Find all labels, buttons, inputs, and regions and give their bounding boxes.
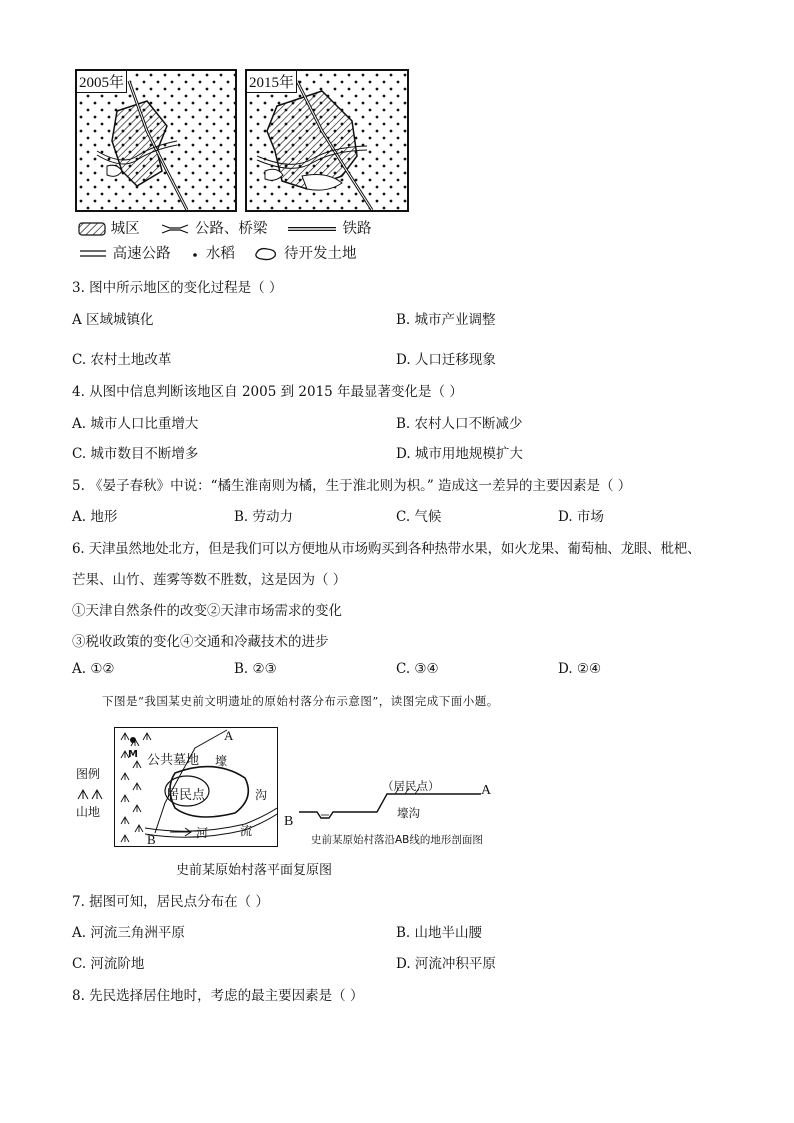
question-7-option-c[interactable]: C. 河流阶地: [72, 956, 145, 972]
undeveloped-land-icon: [253, 246, 279, 262]
question-6-option-a[interactable]: A. ①②: [72, 661, 115, 677]
question-3-option-b[interactable]: B. 城市产业调整: [396, 312, 496, 328]
railway-icon: [286, 221, 338, 237]
profile-label-residence: （居民点）: [382, 779, 440, 793]
rice-dot-icon: [189, 246, 201, 262]
legend-rice-label: 水稻: [205, 246, 235, 262]
profile-label-b: B: [284, 814, 294, 829]
question-5-option-a[interactable]: A. 地形: [72, 509, 118, 525]
village-label-trench-2: 沟: [255, 788, 268, 802]
map-2005: [75, 69, 237, 212]
question-6-statement-1: ①天津自然条件的改变②天津市场需求的变化: [72, 603, 342, 619]
map-2015: [245, 69, 409, 212]
legend-railway-label: 铁路: [342, 221, 372, 237]
question-7-option-a[interactable]: A. 河流三角洲平原: [72, 925, 185, 941]
legend-row-1: [78, 217, 372, 238]
figure-2-legend-mountain: 山地: [76, 805, 101, 819]
question-5-stem: 5. 《晏子春秋》中说：“橘生淮南则为橘，生于淮北则为枳。” 造成这一差异的主要因素是（ ）: [72, 478, 632, 494]
question-6-stem: 6. 天津虽然地处北方，但是我们可以方便地从市场购买到各种热带水果，如火龙果、葡萄柚、龙眼、枇杷、: [72, 541, 701, 557]
figure-2-intro: 下图是“我国某史前文明遗址的原始村落分布示意图”，读图完成下面小题。: [102, 694, 499, 708]
village-label-residence: 居民点: [166, 788, 206, 803]
legend-row-2: [78, 242, 357, 263]
village-label-b: B: [147, 832, 156, 847]
question-7-option-d[interactable]: D. 河流冲积平原: [396, 956, 496, 972]
village-map-caption: 史前某原始村落平面复原图: [176, 863, 333, 878]
question-5-option-c[interactable]: C. 气候: [396, 509, 442, 525]
question-4-option-b[interactable]: B. 农村人口不断减少: [396, 416, 523, 432]
expressway-icon: [78, 246, 108, 262]
map-2005-label: 2005年: [77, 71, 127, 93]
question-3-option-c[interactable]: C. 农村土地改革: [72, 352, 172, 368]
profile-label-a: A: [481, 783, 492, 798]
legend-urban-label: 城区: [110, 221, 140, 237]
legend-road-label: 公路、桥梁: [194, 221, 268, 237]
question-5-option-b[interactable]: B. 劳动力: [234, 509, 294, 525]
question-3-option-a[interactable]: A 区域城镇化: [72, 312, 154, 328]
figure-2-legend-title: 图例: [76, 767, 101, 781]
legend-undeveloped-label: 待开发土地: [284, 246, 357, 262]
mountain-legend-icon: [76, 787, 106, 801]
question-3-option-d[interactable]: D. 人口迁移现象: [396, 352, 496, 368]
village-label-a: A: [224, 728, 234, 743]
question-6-stem-line2: 芒果、山竹、莲雾等数不胜数，这是因为（ ）: [72, 572, 347, 588]
question-3-stem: 3. 图中所示地区的变化过程是（ ）: [72, 280, 283, 296]
question-4-option-d[interactable]: D. 城市用地规模扩大: [396, 446, 523, 462]
question-7-option-b[interactable]: B. 山地半山腰: [396, 925, 483, 941]
question-6-option-d[interactable]: D. ②④: [558, 661, 602, 677]
village-label-river-2: 流: [240, 824, 253, 838]
question-7-stem: 7. 据图可知，居民点分布在（ ）: [72, 894, 269, 910]
question-8-stem: 8. 先民选择居住地时，考虑的最主要因素是（ ）: [72, 988, 364, 1004]
question-4-option-c[interactable]: C. 城市数目不断增多: [72, 446, 199, 462]
legend-expressway-label: 高速公路: [112, 246, 171, 262]
question-6-option-b[interactable]: B. ②③: [234, 661, 277, 677]
question-4-option-a[interactable]: A. 城市人口比重增大: [72, 416, 199, 432]
map-2015-label: 2015年: [247, 71, 297, 93]
question-4-stem: 4. 从图中信息判断该地区自 2005 到 2015 年最显著变化是（ ）: [72, 384, 463, 400]
profile-label-trench: 壕沟: [397, 806, 420, 820]
village-label-river-1: 河: [196, 826, 209, 840]
question-6-statement-2: ③税收政策的变化④交通和冷藏技术的进步: [72, 634, 329, 650]
village-label-m: M: [128, 749, 138, 760]
profile-caption: 史前某原始村落沿AB线的地形剖面图: [311, 834, 483, 846]
question-5-option-d[interactable]: D. 市场: [558, 509, 604, 525]
village-label-cemetery: 公共墓地: [147, 753, 200, 768]
road-bridge-icon: [160, 221, 190, 237]
question-6-option-c[interactable]: C. ③④: [396, 661, 439, 677]
village-label-trench-1: 壕: [215, 754, 228, 768]
urban-hatch-icon: [78, 221, 106, 237]
